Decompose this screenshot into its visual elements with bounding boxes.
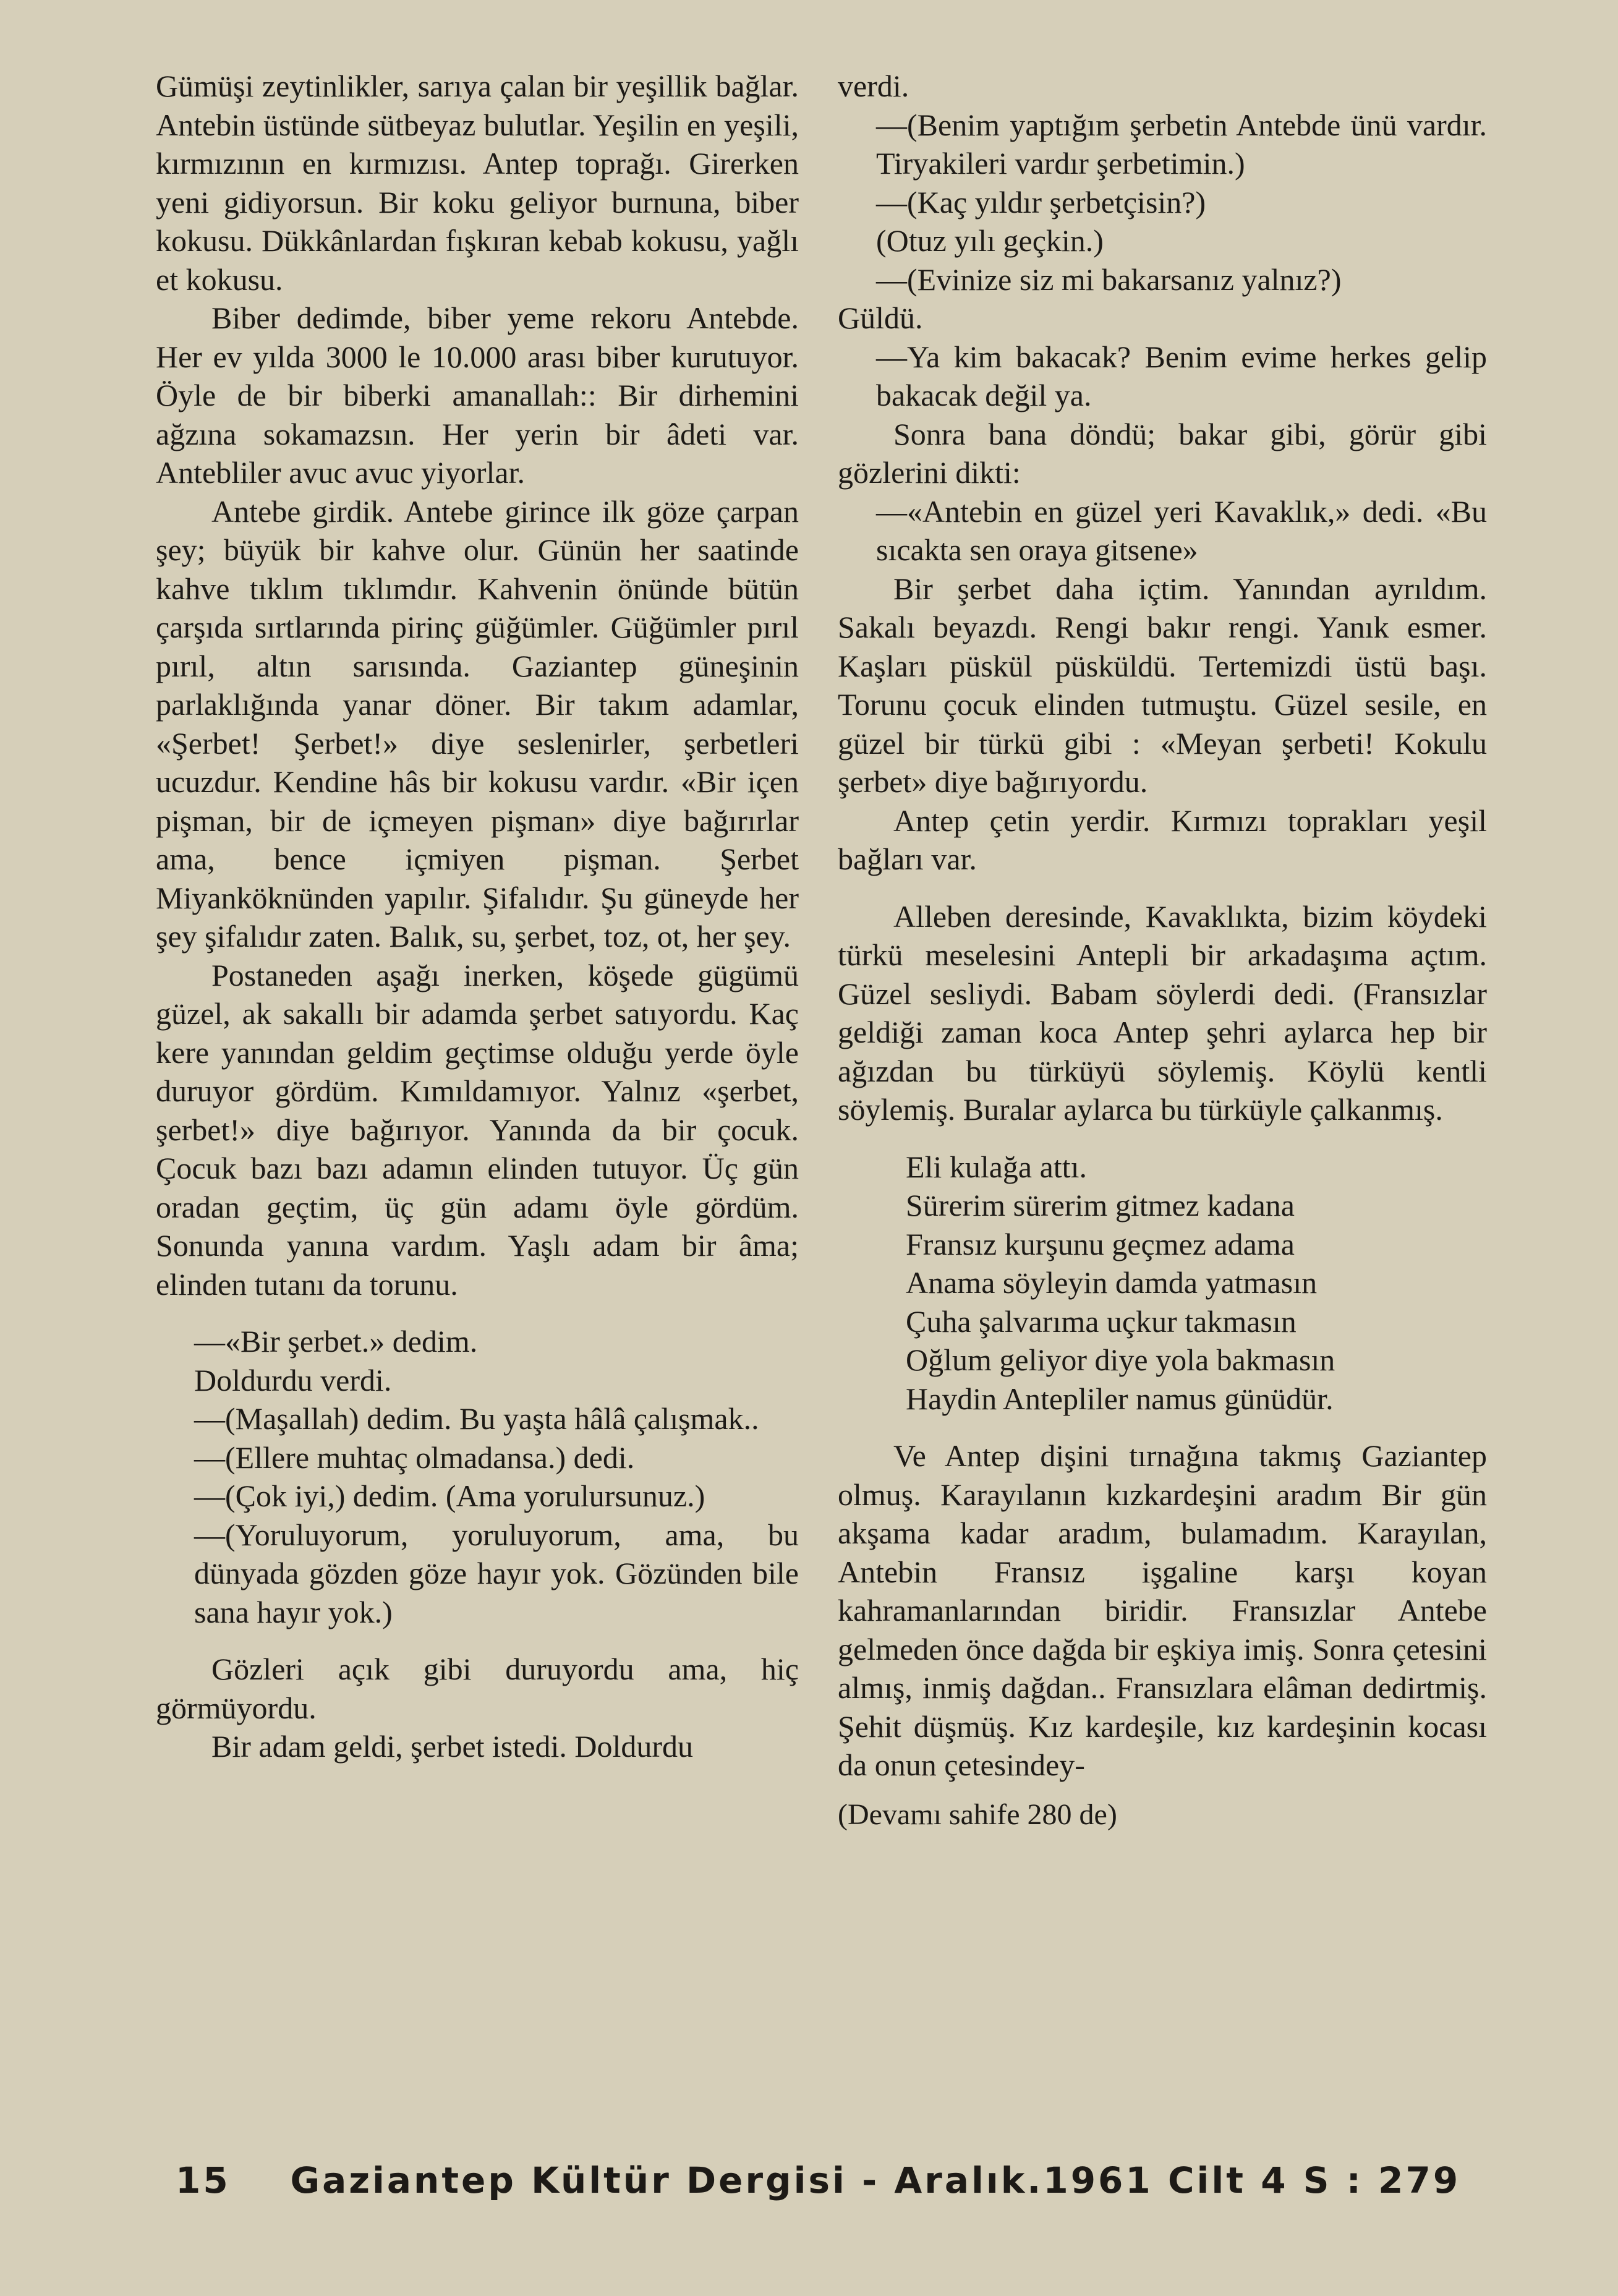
spacer xyxy=(838,879,1487,897)
paragraph: —(Evinize siz mi bakarsanız yalnız?) xyxy=(876,262,1342,297)
verse-line: Anama söyleyin damda yatmasın xyxy=(906,1265,1318,1300)
paragraph: Biber dedimde, biber yeme rekoru Antebde. Her ev yılda 3000 le 10.000 arası biber kurutuyor. Öyle de bir biberki amanallah:: Bir dirhemini ağzına sokamazsın. Her yerin bir âdeti var. Antebliler avuc avuc yiyorlar. xyxy=(156,301,799,490)
verse-line: Sürerim sürerim gitmez kadana xyxy=(906,1188,1295,1223)
left-column xyxy=(156,67,799,1766)
spacer xyxy=(156,1631,799,1650)
page-number: 15 xyxy=(176,2159,231,2201)
paragraph: —(Yoruluyorum, yoruluyorum, ama, bu dünyada gözden göze hayır yok. Gözünden bile sana hayır yok.) xyxy=(194,1517,799,1629)
paragraph: Güldü. xyxy=(838,301,923,335)
right-column xyxy=(838,67,1487,1834)
paragraph: verdi. xyxy=(838,69,909,103)
verse-line: Çuha şalvarıma uçkur takmasın xyxy=(906,1304,1297,1339)
spacer xyxy=(838,1418,1487,1436)
paragraph: Antebe girdik. Antebe girince ilk göze çarpan şey; büyük bir kahve olur. Günün her saatinde kahve tıklım tıklımdır. Kahvenin önünde bütün çarşıda sırtlarında pirinç güğümler. Güğümler pırıl pırıl, altın sarısında. Gaziantep güneşinin parlaklığında yanar döner. Bir takım adamlar, «Şerbet! Şerbet!» diye seslenirler, şerbetleri ucuzdur. Kendine hâs bir kokusu vardır. «Bir içen pişman, bir de içmeyen pişman» diye bağırırlar ama, bence içmiyen pişman. Şerbet Miyanköknünden yapılır. Şifalıdır. Şu güneyde her şey şifalıdır zaten. Balık, su, şerbet, toz, ot, her şey. xyxy=(156,493,799,954)
paragraph: Alleben deresinde, Kavaklıkta, bizim köydeki türkü meselesini Antepli bir arkadaşıma açtım. Güzel sesliydi. Babam söylerdi dedi. (Fransızlar geldiği zaman koca Antep şehri aylarca hep bir ağızdan bu türküyü söylemiş. Köylü kentli söylemiş. Buralar aylarca bu türküyle çalkanmış. xyxy=(838,898,1487,1127)
paragraph: Postaneden aşağı inerken, köşede gügümü güzel, ak sakallı bir adamda şerbet satıyordu. Kaç kere yanından geldim geçtimse olduğu yerde öyle duruyor gördüm. Kımıldamıyor. Yalnız «şerbet, şerbet!» diye bağırıyor. Yanında da bir çocuk. Çocuk bazı bazı adamın elinden tutuyor. Üç gün oradan geçtim, üç gün adamı öyle gördüm. Sonunda yanına vardım. Yaşlı adam bir âma; elinden tutanı da torunu. xyxy=(156,957,799,1302)
paragraph: Gümüşi zeytinlikler, sarıya çalan bir yeşillik bağlar. Antebin üstünde sütbeyaz bulutlar. Yeşilin en yeşili, kırmızının en kırmızısı. Antep toprağı. Girerken yeni gidiyorsun. Bir koku geliyor burnuna, biber kokusu. Dükkânlardan fışkıran kebab kokusu, yağlı et kokusu. xyxy=(156,69,799,297)
paragraph: —Ya kim bakacak? Benim evime herkes gelip bakacak değil ya. xyxy=(876,339,1487,412)
verse-line: Fransız kurşunu geçmez adama xyxy=(906,1226,1295,1261)
verse-line: Oğlum geliyor diye yola bakmasın xyxy=(906,1342,1335,1377)
paragraph: —(Benim yaptığım şerbetin Antebde ünü vardır. Tiryakileri vardır şerbetimin.) xyxy=(876,107,1487,181)
paragraph: (Otuz yılı geçkin.) xyxy=(876,223,1104,258)
paragraph: Sonra bana döndü; bakar gibi, görür gibi gözlerini dikti: xyxy=(838,416,1487,490)
paragraph: Bir adam geldi, şerbet istedi. Doldurdu xyxy=(211,1729,694,1764)
paragraph: Gözleri açık gibi duruyordu ama, hiç görmüyordu. xyxy=(156,1652,799,1725)
spacer xyxy=(838,1785,1487,1796)
paragraph: —«Antebin en güzel yeri Kavaklık,» dedi. «Bu sıcakta sen oraya gitsene» xyxy=(876,493,1487,567)
paragraph: —(Maşallah) dedim. Bu yaşta hâlâ çalışmak.. xyxy=(194,1401,759,1436)
paragraph: —«Bir şerbet.» dedim. xyxy=(194,1324,478,1359)
paragraph: —(Çok iyi,) dedim. (Ama yorulursunuz.) xyxy=(194,1479,705,1513)
paragraph: —(Kaç yıldır şerbetçisin?) xyxy=(876,184,1206,220)
paragraph: —(Ellere muhtaç olmadansa.) dedi. xyxy=(194,1440,635,1475)
spacer xyxy=(838,1129,1487,1148)
journal-info: Gaziantep Kültür Dergisi - Aralık.1961 Cilt 4 S : 279 xyxy=(290,2159,1461,2201)
continued-note: (Devamı sahife 280 de) xyxy=(838,1798,1117,1831)
paragraph: Doldurdu verdi. xyxy=(194,1362,392,1398)
paragraph: Ve Antep dişini tırnağına takmış Gaziantep olmuş. Karayılanın kızkardeşini aradım Bir gün akşama kadar aradım, bulamadım. Karayılan, Antebin Fransız işgaline karşı koyan kahramanlarından biridir. Fransızlar Antebe gelmeden önce dağda bir eşkiya imiş. Sonra çetesini almış, inmiş dağdan.. Fransızlara elâman dedirtmiş. Şehit düşmüş. Kız kardeşile, kız kardeşinin kocası da onun çetesindey- xyxy=(838,1438,1487,1782)
spacer xyxy=(156,1304,799,1322)
verse-line: Haydin Antepliler namus günüdür. xyxy=(906,1381,1334,1416)
page-footer xyxy=(176,2159,1462,2201)
paragraph: Antep çetin yerdir. Kırmızı toprakları yeşil bağları var. xyxy=(838,803,1487,876)
paragraph: Bir şerbet daha içtim. Yanından ayrıldım. Sakalı beyazdı. Rengi bakır rengi. Yanık esmer. Kaşları püskül püsküldü. Tertemizdi üstü başı. Torunu çocuk elinden tutmuştu. Güzel sesile, en güzel bir türkü gibi : «Meyan şerbeti! Kokulu şerbet» diye bağırıyordu. xyxy=(838,571,1487,799)
verse-line: Eli kulağa attı. xyxy=(906,1149,1087,1184)
